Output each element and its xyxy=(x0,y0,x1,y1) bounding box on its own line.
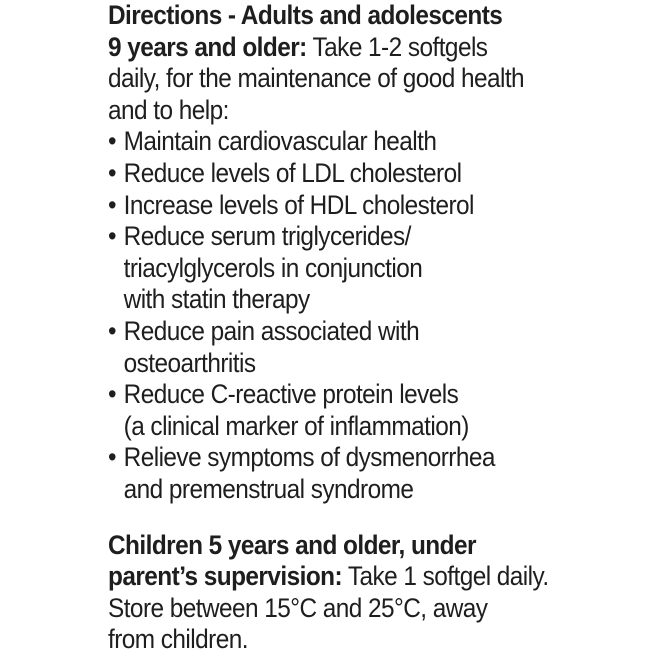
children-dosage-line xyxy=(108,561,612,593)
bullet-icon: • xyxy=(108,315,116,346)
dosage-text: Take 1-2 softgels xyxy=(306,31,488,62)
list-item-text-continued: (a clinical marker of inflammation) xyxy=(123,410,469,441)
storage-line-2: from children. xyxy=(108,624,248,655)
list-item-text: Maintain cardiovascular health xyxy=(123,126,437,157)
list-item xyxy=(108,221,656,316)
list-item-text: Reduce levels of LDL cholesterol xyxy=(123,157,462,188)
age-group-label: 9 years and older: xyxy=(108,31,307,62)
purpose-line-1: daily, for the maintenance of good health xyxy=(108,63,525,94)
storage-line-1: Store between 15°C and 25°C, away xyxy=(108,592,488,623)
list-item-text: Reduce C-reactive protein levels xyxy=(123,379,459,410)
list-item-text-continued: osteoarthritis xyxy=(123,347,256,378)
list-item xyxy=(108,126,656,158)
purpose-line-2: and to help: xyxy=(108,94,229,125)
list-item-text-continued: and premenstrual syndrome xyxy=(123,473,414,504)
list-item-text: Reduce pain associated with xyxy=(123,315,420,346)
list-item xyxy=(108,442,656,505)
bullet-icon: • xyxy=(108,442,116,473)
section-spacer xyxy=(108,506,656,530)
list-item-text-continued: with statin therapy xyxy=(123,284,310,315)
directions-heading: Directions - Adults and adolescents xyxy=(108,0,503,30)
children-dosage-text: Take 1 softgel daily. xyxy=(342,561,549,592)
bullet-icon: • xyxy=(108,189,116,220)
children-heading: Children 5 years and older, under xyxy=(108,529,476,560)
list-item xyxy=(108,190,656,222)
list-item-text: Relieve symptoms of dysmenorrhea xyxy=(123,442,495,473)
bullet-icon: • xyxy=(108,126,116,157)
list-item xyxy=(108,316,656,379)
directions-document xyxy=(108,0,656,656)
bullet-icon: • xyxy=(108,221,116,252)
list-item-text: Reduce serum triglycerides/ xyxy=(123,221,411,252)
list-item xyxy=(108,158,656,190)
bullet-icon: • xyxy=(108,157,116,188)
supervision-label: parent’s supervision: xyxy=(108,561,343,592)
list-item-text-continued: triacylglycerols in conjunction xyxy=(123,252,423,283)
benefits-list xyxy=(108,126,656,505)
list-item xyxy=(108,379,656,442)
dosage-line xyxy=(108,32,612,64)
list-item-text: Increase levels of HDL cholesterol xyxy=(123,189,474,220)
bullet-icon: • xyxy=(108,379,116,410)
